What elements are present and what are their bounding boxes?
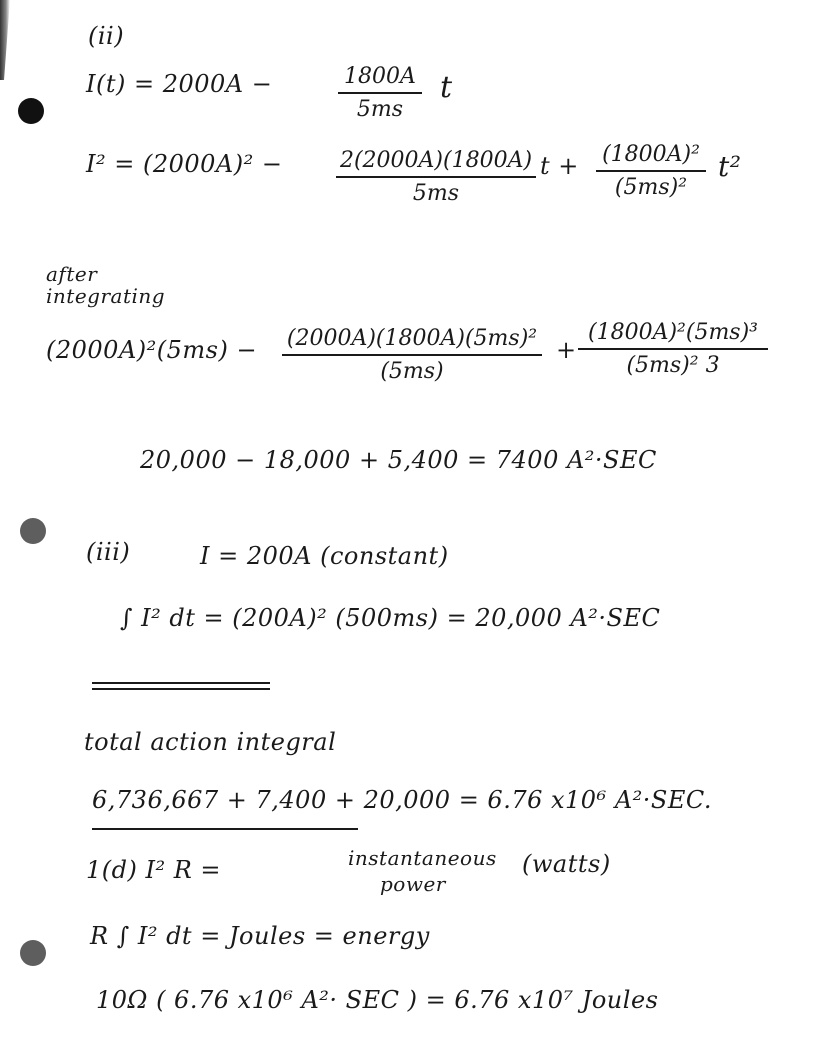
fraction-bar (596, 170, 706, 172)
square-mid-fraction (336, 148, 536, 206)
current-equation-t: t (440, 70, 453, 105)
fraction-bar (338, 92, 422, 94)
torn-edge (0, 0, 10, 80)
part-iii-label: (iii) (86, 538, 131, 566)
square-last-fraction (596, 142, 706, 200)
integrated-first-term: (2000A)²(5ms) − (46, 336, 258, 364)
divider-rule (92, 688, 270, 690)
divider-rule (92, 682, 270, 684)
integrated-plus: + (556, 336, 577, 364)
fraction-bar (336, 176, 536, 178)
square-last-tail: t² (718, 150, 742, 183)
fraction-numerator: (1800A)²(5ms)³ (588, 320, 758, 345)
fraction-numerator: (2000A)(1800A)(5ms)² (286, 326, 538, 351)
fraction-denominator: 5ms (356, 97, 404, 122)
part-1d-power: power (380, 872, 446, 896)
punch-hole-bottom (20, 940, 46, 966)
total-heading: total action integral (84, 728, 337, 756)
current-equation-lhs: I(t) = 2000A − (86, 70, 273, 98)
fraction-numerator: (1800A)² (602, 142, 700, 167)
current-equation-fraction (338, 64, 422, 122)
part-1d-watts: (watts) (522, 850, 611, 878)
integrated-mid-fraction (282, 326, 542, 384)
fraction-denominator: (5ms)² (614, 175, 688, 200)
fraction-bar (578, 348, 768, 350)
fraction-denominator: (5ms)² 3 (626, 353, 720, 378)
square-equation-lhs: I² = (2000A)² − (86, 150, 283, 178)
punch-hole-middle (20, 518, 46, 544)
fraction-numerator: 2(2000A)(1800A) (339, 148, 533, 173)
part-iii-integral: ∫ I² dt = (200A)² (500ms) = 20,000 A²·SEC (120, 604, 661, 632)
part-1d-instantaneous: instantaneous (348, 846, 497, 870)
after-label: after (46, 262, 98, 286)
square-mid-tail: t + (540, 152, 579, 180)
fraction-denominator: (5ms) (380, 359, 444, 384)
integrating-label: integrating (46, 284, 166, 308)
divider-rule (92, 828, 358, 830)
part-iii-constant: I = 200A (constant) (200, 542, 449, 570)
fraction-denominator: 5ms (412, 181, 460, 206)
fraction-bar (282, 354, 542, 356)
part-1d-line3: 10Ω ( 6.76 x10⁶ A²· SEC ) = 6.76 x10⁷ Joules (96, 986, 659, 1014)
part-ii-label: (ii) (88, 22, 125, 50)
total-sum: 6,736,667 + 7,400 + 20,000 = 6.76 x10⁶ A²·SEC. (92, 786, 712, 814)
punch-hole-top (18, 98, 44, 124)
integrated-last-fraction (578, 320, 768, 378)
fraction-numerator: 1800A (344, 64, 416, 89)
part-1d-line1: 1(d) I² R = (86, 856, 222, 884)
part-1d-line2: R ∫ I² dt = Joules = energy (90, 922, 430, 950)
part-ii-result: 20,000 − 18,000 + 5,400 = 7400 A²·SEC (140, 446, 657, 474)
